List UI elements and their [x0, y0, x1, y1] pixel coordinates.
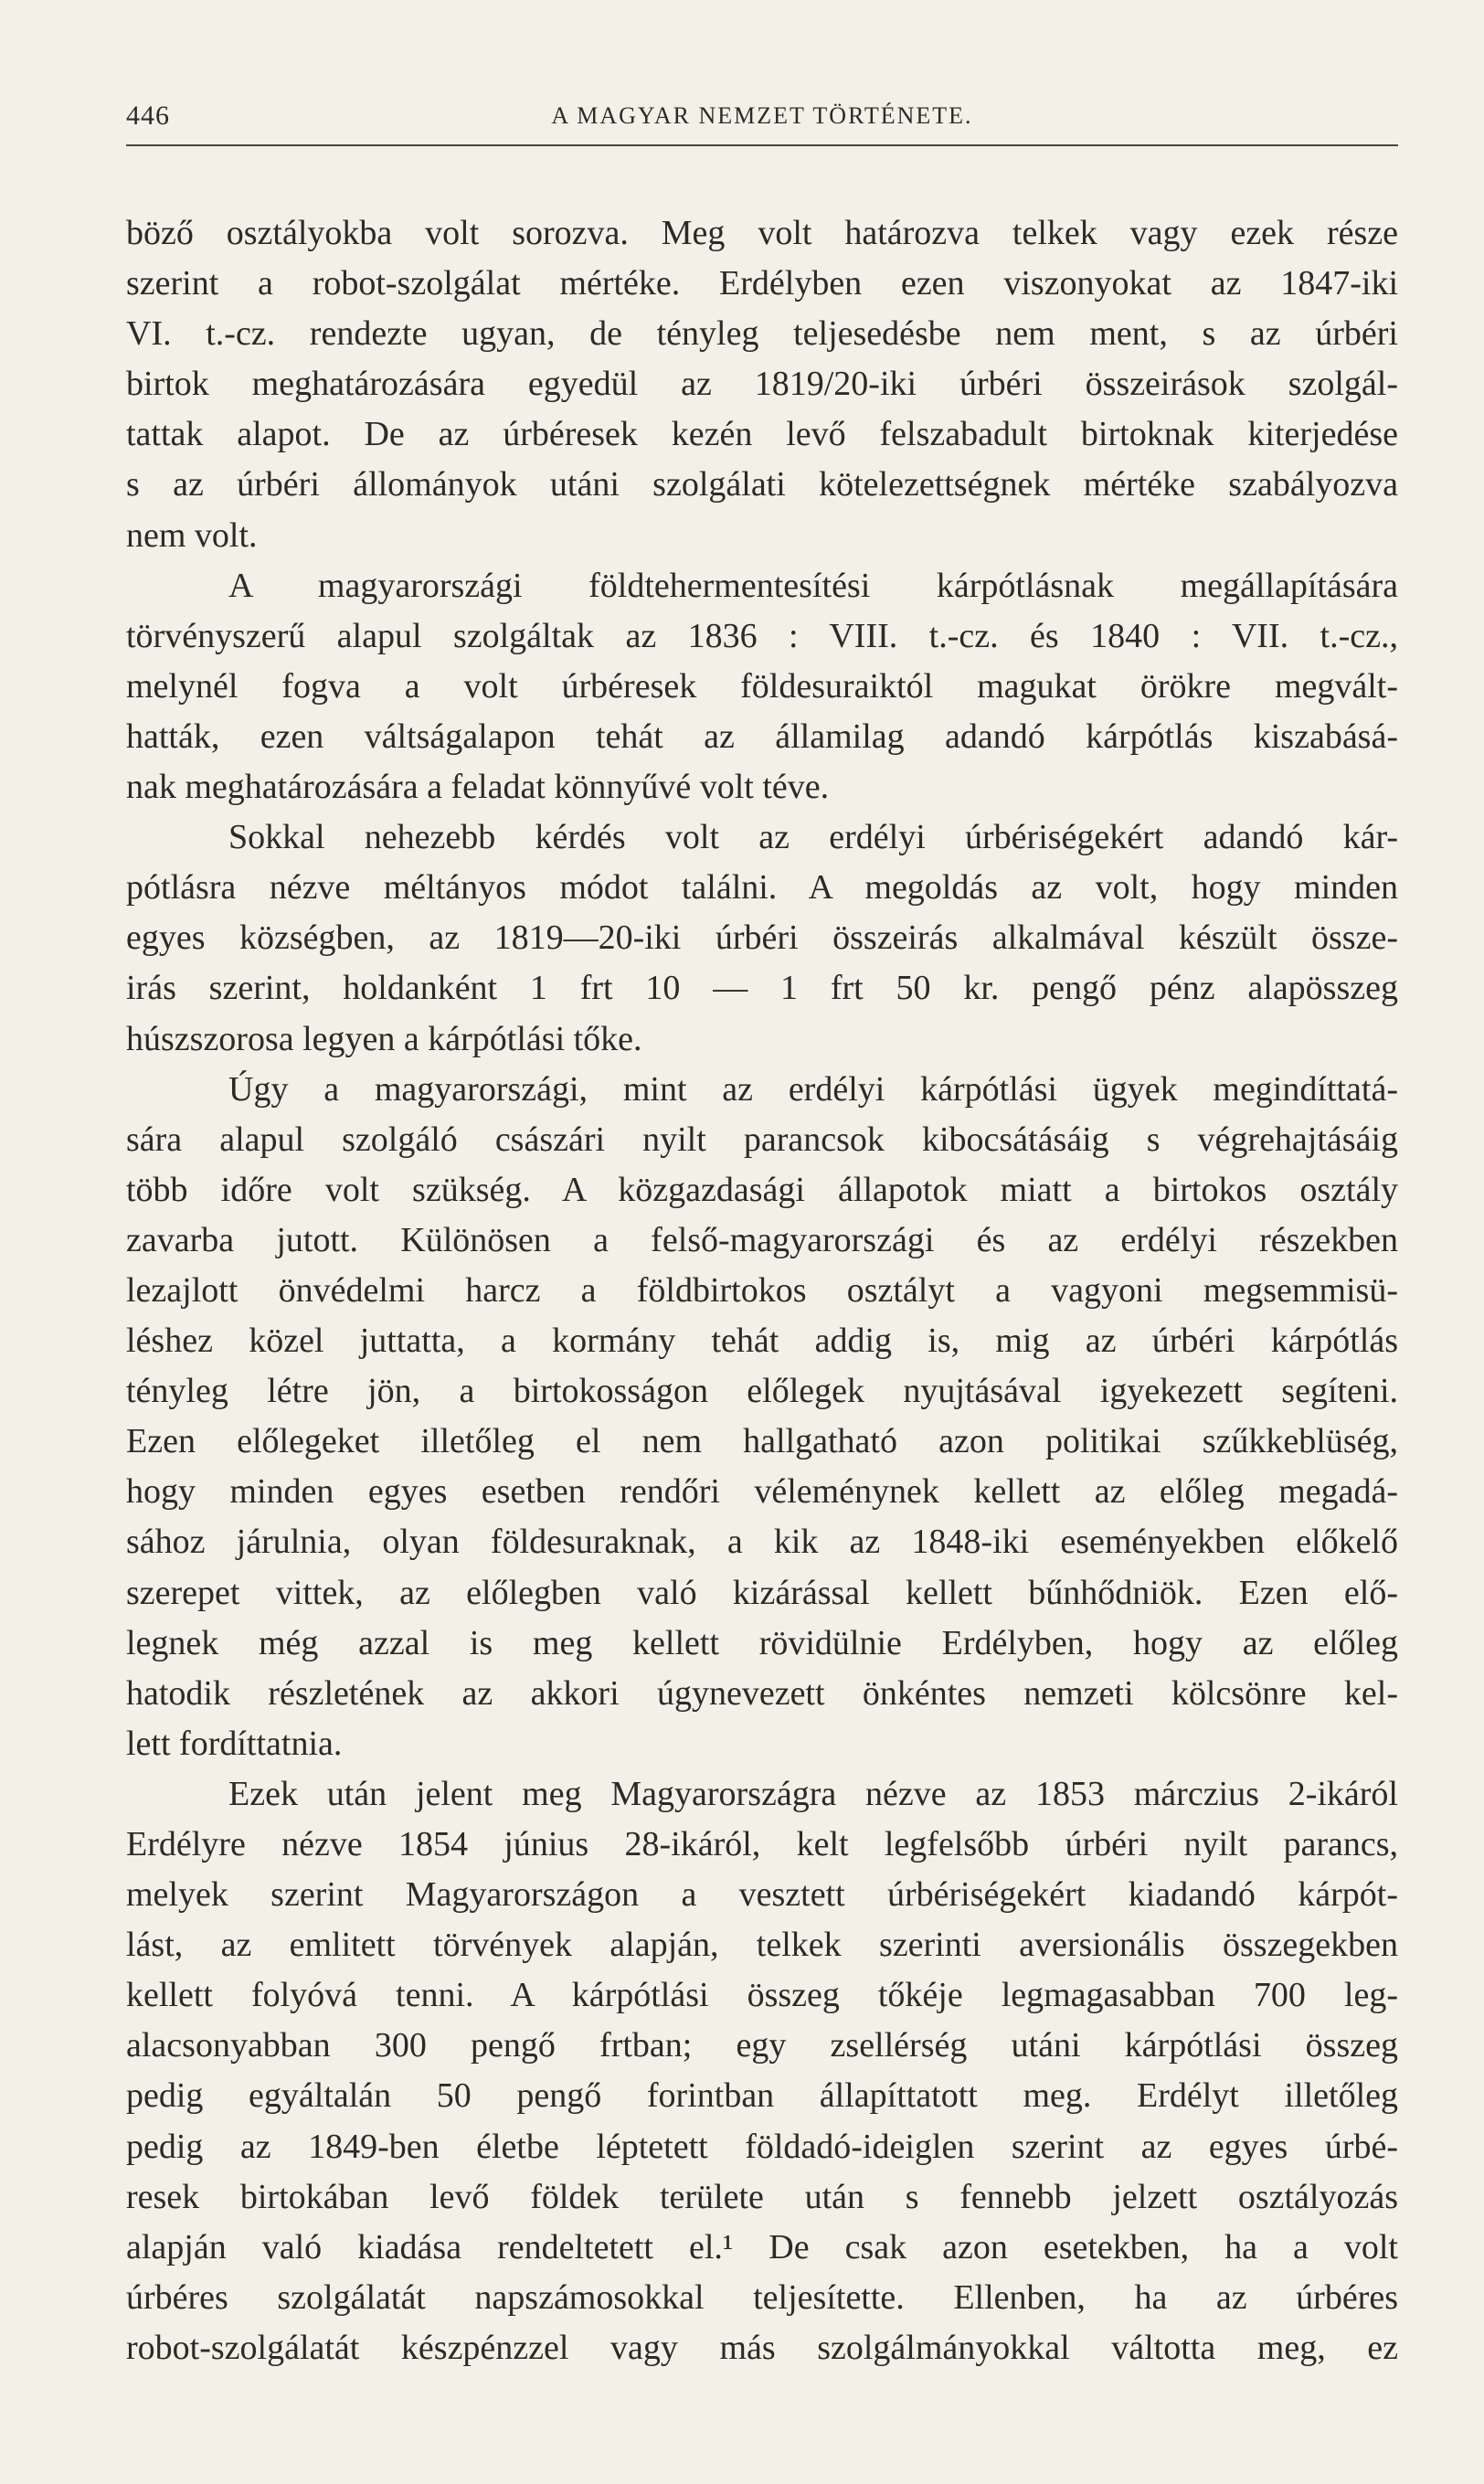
- page-header: [126, 95, 1398, 146]
- text-line: melynél fogva a volt úrbéresek földesuraiktól magukat örökre megvált-: [126, 666, 1398, 706]
- text-line: nem volt.: [126, 515, 258, 555]
- text-line: húszszorosa legyen a kárpótlási tőke.: [126, 1019, 642, 1058]
- text-line: alacsonyabban 300 pengő frtban; egy zsellérség utáni kárpótlási összeg: [126, 2026, 1398, 2065]
- text-line: lett fordíttatnia.: [126, 1724, 343, 1763]
- text-line: tényleg létre jön, a birtokosságon előlegek nyujtásával igyekezett segíteni.: [126, 1372, 1398, 1411]
- text-line: robot-szolgálatát készpénzzel vagy más szolgálmányokkal váltotta meg, ez: [126, 2328, 1398, 2367]
- page-number: 446: [126, 101, 170, 131]
- text-line: Sokkal nehezebb kérdés volt az erdélyi úrbériségekért adandó kár-: [228, 818, 1398, 857]
- text-line: törvényszerű alapul szolgáltak az 1836 : VIII. t.-cz. és 1840 : VII. t.-cz.,: [126, 616, 1398, 655]
- text-line: zavarba jutott. Különösen a felső-magyarországi és az erdélyi részekben: [126, 1220, 1398, 1259]
- text-line: birtok meghatározására egyedül az 1819/20-iki úrbéri összeirások szolgál-: [126, 365, 1398, 404]
- text-line: A magyarországi földtehermentesítési kárpótlásnak megállapítására: [228, 566, 1398, 605]
- text-line: lást, az emlitett törvények alapján, telkek szerinti aversionális összegekben: [126, 1926, 1398, 1965]
- text-line: alapján való kiadása rendeltetett el.¹ De csak azon esetekben, ha a volt: [126, 2227, 1398, 2266]
- text-line: irás szerint, holdanként 1 frt 10 — 1 frt 50 kr. pengő pénz alapösszeg: [126, 969, 1398, 1008]
- text-line: legnek még azzal is meg kellett rövidülnie Erdélyben, hogy az előleg: [126, 1623, 1398, 1662]
- text-line: sára alapul szolgáló császári nyilt parancsok kibocsátásáig s végrehajtásáig: [126, 1120, 1398, 1159]
- running-title: A MAGYAR NEMZET TÖRTÉNETE.: [551, 102, 973, 129]
- text-line: sához járulnia, olyan földesuraknak, a kik az 1848-iki eseményekben előkelő: [126, 1523, 1398, 1562]
- text-line: több időre volt szükség. A közgazdasági állapotok miatt a birtokos osztály: [126, 1170, 1398, 1209]
- text-line: egyes községben, az 1819—20-iki úrbéri összeirás alkalmával készült össze-: [126, 918, 1398, 958]
- text-line: nak meghatározására a feladat könnyűvé volt téve.: [126, 768, 830, 807]
- text-line: resek birtokában levő földek területe után s fennebb jelzett osztályozás: [126, 2177, 1398, 2216]
- text-line: szerint a robot-szolgálat mértéke. Erdélyben ezen viszonyokat az 1847-iki: [126, 264, 1398, 303]
- body-text: [126, 208, 1398, 2373]
- text-line: léshez közel juttatta, a kormány tehát addig is, mig az úrbéri kárpótlás: [126, 1322, 1398, 1361]
- text-line: Ezen előlegeket illetőleg el nem hallgatható azon politikai szűkkeblüség,: [126, 1422, 1398, 1461]
- text-line: pedig az 1849-ben életbe léptetett földadó-ideiglen szerint az egyes úrbé-: [126, 2127, 1398, 2166]
- text-line: böző osztályokba volt sorozva. Meg volt határozva telkek vagy ezek része: [126, 214, 1398, 252]
- text-line: kellett folyóvá tenni. A kárpótlási összeg tőkéje legmagasabban 700 leg-: [126, 1976, 1398, 2015]
- text-line: Ezek után jelent meg Magyarországra nézve az 1853 márczius 2-ikáról: [228, 1774, 1398, 1813]
- text-line: VI. t.-cz. rendezte ugyan, de tényleg teljesedésbe nem ment, s az úrbéri: [126, 314, 1398, 354]
- text-line: hatták, ezen váltságalapon tehát az államilag adandó kárpótlás kiszabásá-: [126, 717, 1398, 756]
- text-line: melyek szerint Magyarországon a vesztett úrbériségekért kiadandó kárpót-: [126, 1875, 1398, 1915]
- text-line: Úgy a magyarországi, mint az erdélyi kárpótlási ügyek megindíttatá-: [228, 1069, 1398, 1109]
- text-line: Erdélyre nézve 1854 június 28-ikáról, kelt legfelsőbb úrbéri nyilt parancs,: [126, 1825, 1398, 1863]
- text-line: pedig egyáltalán 50 pengő forintban állapíttatott meg. Erdélyt illetőleg: [126, 2076, 1398, 2116]
- text-line: szerepet vittek, az előlegben való kizárással kellett bűnhődniök. Ezen elő-: [126, 1573, 1398, 1612]
- text-line: pótlásra nézve méltányos módot találni. A megoldás az volt, hogy minden: [126, 868, 1398, 908]
- text-line: hatodik részletének az akkori úgynevezett önkéntes nemzeti kölcsönre kel-: [126, 1673, 1398, 1713]
- text-line: hogy minden egyes esetben rendőri véleménynek kellett az előleg megadá-: [126, 1472, 1398, 1512]
- text-line: tattak alapot. De az úrbéresek kezén levő felszabadult birtoknak kiterjedése: [126, 415, 1398, 454]
- text-line: s az úrbéri állományok utáni szolgálati kötelezettségnek mértéke szabályozva: [126, 465, 1398, 504]
- text-line: lezajlott önvédelmi harcz a földbirtokos osztályt a vagyoni megsemmisü-: [126, 1270, 1398, 1310]
- text-line: úrbéres szolgálatát napszámosokkal teljesítette. Ellenben, ha az úrbéres: [126, 2277, 1398, 2317]
